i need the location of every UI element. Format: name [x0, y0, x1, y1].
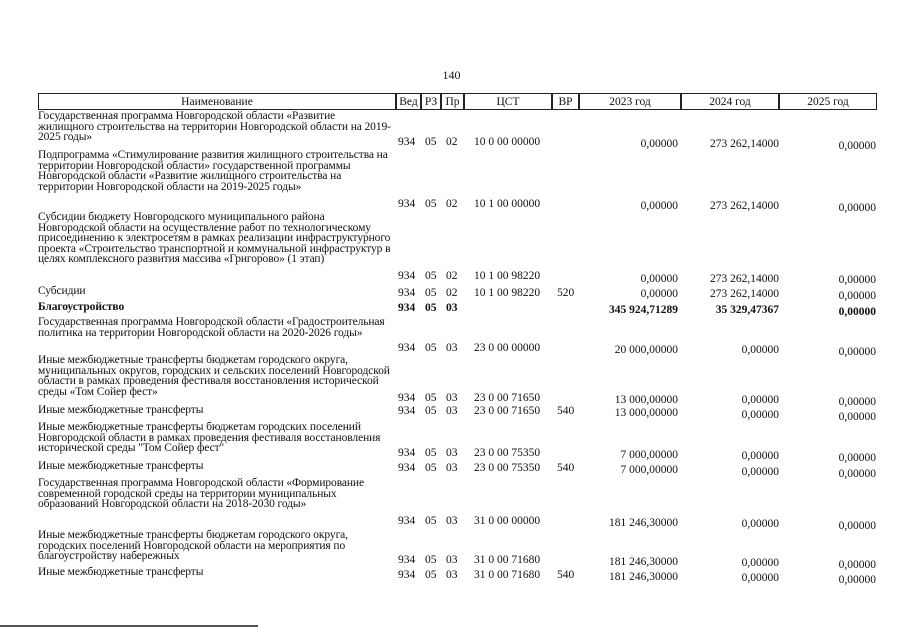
- row-name: Субсидии бюджету Новгородского муниципального района Новгородской области на осуществление работ по технологическому присоединению к электросетям в рамках реализации инфраструктурного проекта «Строительство транспортной и коммунальной инфраструктур в целях комплексного развития массива «Григорово» (1 этап): [38, 211, 391, 265]
- row-ved: 934: [398, 342, 416, 354]
- row-cst: 23 0 00 75350: [474, 462, 541, 474]
- row-rz: 05: [425, 342, 437, 354]
- row-cst: 23 0 00 71650: [474, 405, 541, 417]
- row-2024: 0,00000: [741, 557, 779, 569]
- row-rz: 05: [425, 198, 437, 210]
- row-2025: 0,00000: [838, 290, 876, 302]
- row-2023: 7 000,00000: [620, 449, 678, 461]
- row-pr: 02: [446, 287, 458, 299]
- row-2025: 0,00000: [838, 306, 876, 318]
- row-2024: 273 262,14000: [710, 200, 779, 212]
- row-2023: 181 246,30000: [609, 517, 678, 529]
- row-name: Иные межбюджетные трансферты: [38, 404, 204, 416]
- row-name: Субсидии: [38, 285, 86, 297]
- row-pr: 03: [446, 342, 458, 354]
- row-2023: 20 000,00000: [614, 344, 678, 356]
- row-ved: 934: [398, 302, 416, 314]
- row-ved: 934: [398, 198, 416, 210]
- row-rz: 05: [425, 270, 437, 282]
- row-rz: 05: [425, 447, 437, 459]
- row-name: Иные межбюджетные трансферты бюджетам городских поселений Новгородской области в рамках проведения фестиваля восстановления исторической среды "Том Сойер фест": [38, 421, 381, 454]
- row-pr: 03: [446, 447, 458, 459]
- row-cst: 23 0 00 75350: [474, 447, 541, 459]
- row-2025: 0,00000: [838, 140, 876, 152]
- row-2023: 345 924,71289: [609, 304, 678, 316]
- row-2023: 13 000,00000: [614, 407, 678, 419]
- row-rz: 05: [425, 392, 437, 404]
- row-2024: 0,00000: [741, 572, 779, 584]
- row-name: Иные межбюджетные трансферты: [38, 460, 204, 472]
- row-ved: 934: [398, 136, 416, 148]
- row-name: Государственная программа Новгородской области «Развитие жилищного строительства на территории Новгородской области на 2019-2025 годы»: [38, 110, 391, 143]
- header-ved: Вед: [396, 93, 421, 110]
- row-2025: 0,00000: [838, 202, 876, 214]
- row-2025: 0,00000: [838, 452, 876, 464]
- row-vr: 540: [557, 462, 575, 474]
- row-vr: 540: [557, 405, 575, 417]
- row-cst: 31 0 00 71680: [474, 554, 541, 566]
- row-2025: 0,00000: [838, 274, 876, 286]
- row-ved: 934: [398, 554, 416, 566]
- row-2025: 0,00000: [838, 346, 876, 358]
- row-ved: 934: [398, 287, 416, 299]
- row-ved: 934: [398, 515, 416, 527]
- row-2025: 0,00000: [838, 396, 876, 408]
- row-ved: 934: [398, 405, 416, 417]
- row-vr: 540: [557, 569, 575, 581]
- footer-divider: [0, 625, 258, 627]
- row-2024: 0,00000: [741, 344, 779, 356]
- row-2024: 273 262,14000: [710, 273, 779, 285]
- row-cst: 31 0 00 71680: [474, 569, 541, 581]
- row-name: Иные межбюджетные трансферты бюджетам городского округа, городских поселений Новгородской области на мероприятия по благоустройству набережных: [38, 529, 348, 562]
- row-2025: 0,00000: [838, 468, 876, 480]
- row-rz: 05: [425, 287, 437, 299]
- row-2024: 273 262,14000: [710, 288, 779, 300]
- row-name: Государственная программа Новгородской области «Градостроительная политика на территории Новгородской области на 2020-2026 годы»: [38, 316, 385, 339]
- row-2024: 0,00000: [741, 466, 779, 478]
- row-rz: 05: [425, 554, 437, 566]
- row-2024: 0,00000: [741, 394, 779, 406]
- row-pr: 03: [446, 554, 458, 566]
- header-rz: РЗ: [421, 93, 441, 110]
- row-rz: 05: [425, 569, 437, 581]
- row-pr: 03: [446, 302, 458, 314]
- page-number: 140: [442, 68, 461, 82]
- table-header: [38, 93, 877, 110]
- row-cst: 10 0 00 00000: [474, 136, 541, 148]
- header-vr: ВР: [552, 93, 579, 110]
- row-cst: 10 1 00 98220: [474, 287, 541, 299]
- row-ved: 934: [398, 569, 416, 581]
- row-name: Иные межбюджетные трансферты: [38, 566, 204, 578]
- row-rz: 05: [425, 462, 437, 474]
- row-cst: 10 1 00 00000: [474, 198, 541, 210]
- row-name: Благоустройство: [38, 301, 125, 313]
- row-pr: 03: [446, 405, 458, 417]
- row-2023: 7 000,00000: [620, 464, 678, 476]
- row-2023: 181 246,30000: [609, 556, 678, 568]
- row-2023: 13 000,00000: [614, 394, 678, 406]
- row-cst: 31 0 00 00000: [474, 515, 541, 527]
- header-2023: 2023 год: [579, 93, 681, 110]
- row-ved: 934: [398, 447, 416, 459]
- header-2024: 2024 год: [681, 93, 779, 110]
- row-2025: 0,00000: [838, 520, 876, 532]
- row-ved: 934: [398, 392, 416, 404]
- row-rz: 05: [425, 405, 437, 417]
- row-2024: 0,00000: [741, 450, 779, 462]
- row-ved: 934: [398, 462, 416, 474]
- row-name: Иные межбюджетные трансферты бюджетам городского округа, муниципальных округов, городских и сельских поселений Новгородской области в рамках проведения фестиваля восстановления исторической среды «Том Сойер фест»: [38, 354, 390, 398]
- row-2023: 0,00000: [640, 138, 678, 150]
- row-cst: 23 0 00 71650: [474, 392, 541, 404]
- row-2024: 0,00000: [741, 409, 779, 421]
- header-name: Наименование: [38, 93, 396, 110]
- header-cst: ЦСТ: [464, 93, 552, 110]
- row-pr: 03: [446, 569, 458, 581]
- row-2023: 0,00000: [640, 288, 678, 300]
- row-2025: 0,00000: [838, 574, 876, 586]
- row-name: Государственная программа Новгородской области «Формирование современной городской среды на территории муниципальных образований Новгородской области на 2018-2030 годы»: [38, 477, 364, 510]
- row-vr: 520: [557, 287, 575, 299]
- row-rz: 05: [425, 136, 437, 148]
- row-pr: 02: [446, 136, 458, 148]
- row-2023: 0,00000: [640, 200, 678, 212]
- row-pr: 03: [446, 462, 458, 474]
- row-pr: 03: [446, 392, 458, 404]
- row-cst: 10 1 00 98220: [474, 270, 541, 282]
- row-2024: 273 262,14000: [710, 138, 779, 150]
- row-name: Подпрограмма «Стимулирование развития жилищного строительства на территории Новгородской области» государственной программы Новгородской области «Развитие жилищного строительства на территории Новгородской области на 2019-2025 годы»: [38, 149, 388, 193]
- row-2025: 0,00000: [838, 411, 876, 423]
- row-pr: 02: [446, 270, 458, 282]
- row-2023: 181 246,30000: [609, 571, 678, 583]
- row-2023: 0,00000: [640, 273, 678, 285]
- row-rz: 05: [425, 302, 437, 314]
- row-rz: 05: [425, 515, 437, 527]
- header-2025: 2025 год: [779, 93, 877, 110]
- row-pr: 02: [446, 198, 458, 210]
- row-pr: 03: [446, 515, 458, 527]
- row-2025: 0,00000: [838, 559, 876, 571]
- row-cst: 23 0 00 00000: [474, 342, 541, 354]
- row-ved: 934: [398, 270, 416, 282]
- row-2024: 35 329,47367: [715, 304, 779, 316]
- row-2024: 0,00000: [741, 518, 779, 530]
- header-pr: Пр: [441, 93, 464, 110]
